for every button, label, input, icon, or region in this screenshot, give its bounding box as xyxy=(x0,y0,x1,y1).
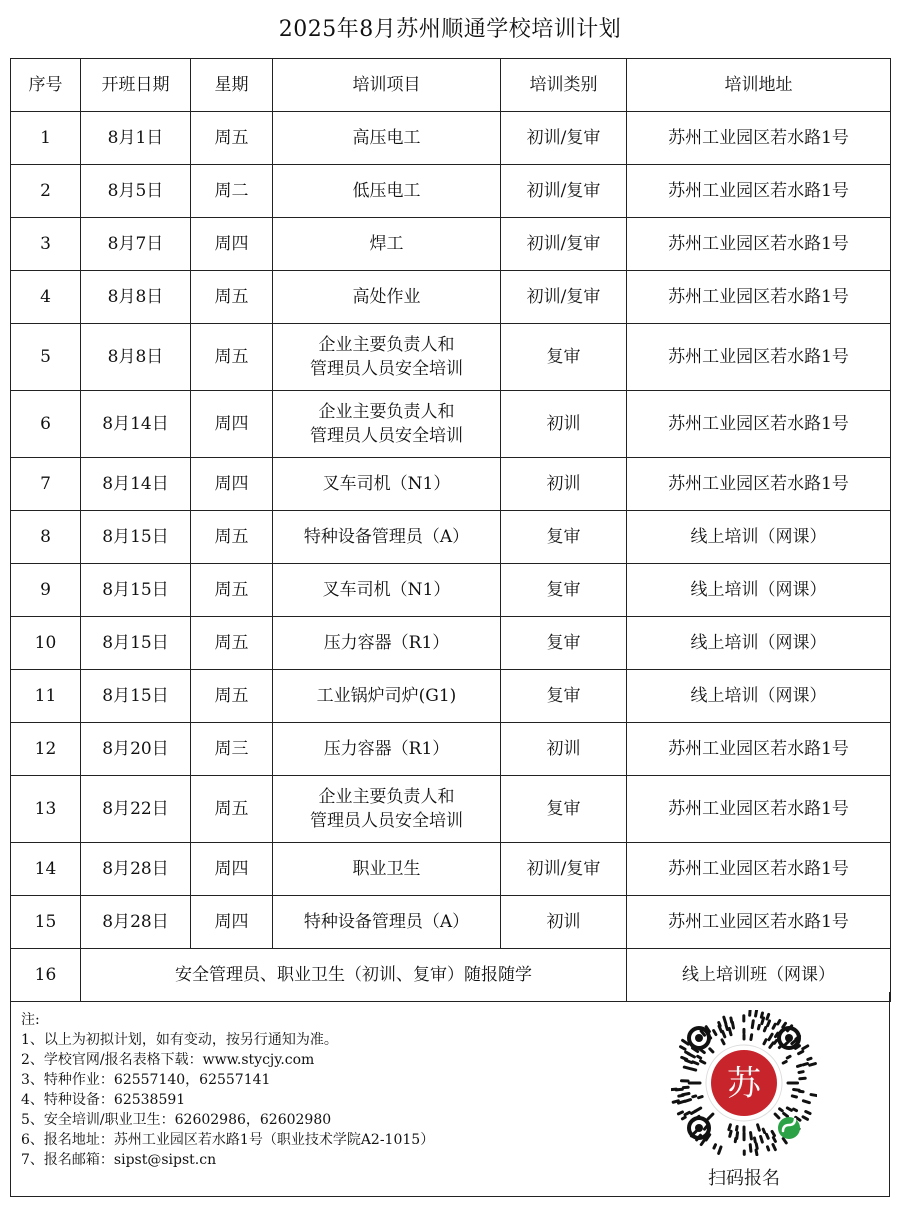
qr-dash xyxy=(724,1017,726,1024)
qr-dash xyxy=(811,1095,817,1096)
course-line: 企业主要负责人和 xyxy=(318,402,455,422)
cell-course xyxy=(273,564,501,617)
qr-dash xyxy=(785,1041,789,1044)
qr-dash xyxy=(681,1047,685,1050)
cell-weekday: 周五 xyxy=(191,112,273,165)
cell-category: 复审 xyxy=(501,324,627,391)
header-date: 开班日期 xyxy=(81,59,191,112)
cell-date: 8月28日 xyxy=(81,843,191,896)
cell-course xyxy=(273,218,501,271)
qr-finder-dot xyxy=(695,1124,703,1132)
cell-date: 8月22日 xyxy=(81,776,191,843)
course-line: 特种设备管理员（A） xyxy=(303,527,470,547)
cell-address: 苏州工业园区若水路1号 xyxy=(627,165,891,218)
cell-address: 线上培训（网课） xyxy=(627,670,891,723)
qr-dash xyxy=(691,1111,695,1113)
cell-course xyxy=(273,617,501,670)
course-line: 低压电工 xyxy=(352,181,421,201)
table-row xyxy=(11,218,891,271)
qr-dash xyxy=(783,1139,786,1143)
notes-list xyxy=(21,1010,434,1170)
qr-dash xyxy=(719,1147,721,1153)
table-row xyxy=(11,776,891,843)
note-line: 4、特种设备：62538591 xyxy=(21,1092,186,1108)
qr-dash xyxy=(787,1108,791,1110)
table-row xyxy=(11,271,891,324)
qr-dash xyxy=(769,1034,772,1039)
cell-category: 初训/复审 xyxy=(501,218,627,271)
cell-address: 线上培训班（网课） xyxy=(627,949,891,1002)
cell-weekday: 周四 xyxy=(191,843,273,896)
qr-dash xyxy=(803,1046,808,1049)
qr-dash xyxy=(767,1014,769,1019)
table-row xyxy=(11,564,891,617)
qr-dash xyxy=(758,1125,760,1130)
cell-date: 8月20日 xyxy=(81,723,191,776)
course-line: 压力容器（R1） xyxy=(323,739,450,759)
qr-dash xyxy=(772,1131,774,1135)
qr-dash xyxy=(729,1125,731,1130)
qr-dash xyxy=(685,1112,689,1114)
training-schedule-table xyxy=(10,58,891,1002)
qr-dash xyxy=(780,1109,783,1111)
qr-dash xyxy=(730,1131,731,1136)
qr-dash xyxy=(714,1031,716,1035)
qr-dash xyxy=(755,1138,756,1142)
cell-category: 复审 xyxy=(501,564,627,617)
cell-course xyxy=(273,458,501,511)
cell-weekday: 周五 xyxy=(191,776,273,843)
qr-dash xyxy=(719,1023,720,1026)
course-line: 特种设备管理员（A） xyxy=(303,912,470,932)
qr-dash xyxy=(783,1023,786,1027)
table-row xyxy=(11,617,891,670)
qr-dash xyxy=(803,1101,809,1103)
cell-date: 8月14日 xyxy=(81,458,191,511)
qr-dash xyxy=(731,1018,732,1022)
cell-weekday: 周三 xyxy=(191,723,273,776)
signup-qr-code[interactable] xyxy=(671,1010,817,1156)
page-title: 2025年8月苏州顺通学校培训计划 xyxy=(278,17,622,42)
cell-address: 线上培训（网课） xyxy=(627,511,891,564)
cell-category: 初训/复审 xyxy=(501,271,627,324)
qr-dash xyxy=(693,1062,698,1064)
cell-weekday: 周五 xyxy=(191,324,273,391)
cell-date: 8月28日 xyxy=(81,896,191,949)
course-line: 高压电工 xyxy=(352,128,421,148)
qr-dash xyxy=(764,1027,765,1030)
cell-category: 复审 xyxy=(501,776,627,843)
cell-course xyxy=(273,112,501,165)
qr-finder-dot xyxy=(785,1034,793,1042)
note-line: 3、特种作业：62557140，62557141 xyxy=(21,1072,271,1088)
header-course: 培训项目 xyxy=(273,59,501,112)
qr-dash xyxy=(708,1114,713,1119)
qr-dash xyxy=(767,1147,768,1150)
cell-course xyxy=(273,896,501,949)
qr-finder-dot xyxy=(695,1034,703,1042)
qr-dash xyxy=(678,1112,682,1114)
cell-category: 初训 xyxy=(501,391,627,458)
table-row xyxy=(11,843,891,896)
cell-weekday: 周五 xyxy=(191,271,273,324)
cell-course xyxy=(273,776,501,843)
qr-dash xyxy=(756,1150,757,1155)
qr-dash xyxy=(810,1064,816,1066)
qr-dash xyxy=(723,1031,725,1036)
qr-dash xyxy=(750,1145,751,1152)
cell-date: 8月8日 xyxy=(81,271,191,324)
qr-dash xyxy=(710,1049,713,1052)
qr-dash xyxy=(722,1040,724,1044)
cell-date: 8月15日 xyxy=(81,617,191,670)
qr-dash xyxy=(684,1067,690,1068)
qr-caption: 扫码报名 xyxy=(708,1168,780,1189)
cell-course xyxy=(273,391,501,458)
qr-dash xyxy=(701,1061,705,1063)
table-row xyxy=(11,896,891,949)
table-row xyxy=(11,511,891,564)
table-row xyxy=(11,165,891,218)
cell-date: 8月8日 xyxy=(81,324,191,391)
qr-dash xyxy=(726,1025,727,1030)
cell-no: 3 xyxy=(11,218,81,271)
qr-dash xyxy=(775,1114,779,1118)
cell-no: 16 xyxy=(11,949,81,1002)
cell-no: 10 xyxy=(11,617,81,670)
table-row xyxy=(11,391,891,458)
qr-dash xyxy=(698,1056,701,1058)
cell-address: 苏州工业园区若水路1号 xyxy=(627,458,891,511)
qr-dash xyxy=(756,1010,757,1016)
course-line: 管理员人员安全培训 xyxy=(310,426,463,446)
qr-dash xyxy=(768,1021,770,1026)
cell-weekday: 周四 xyxy=(191,458,273,511)
cell-address: 线上培训（网课） xyxy=(627,617,891,670)
cell-address: 苏州工业园区若水路1号 xyxy=(627,776,891,843)
qr-dash xyxy=(729,1028,731,1034)
cell-course xyxy=(273,324,501,391)
qr-dash xyxy=(803,1117,807,1120)
note-line: 1、以上为初拟计划，如有变动，按另行通知为准。 xyxy=(21,1032,338,1048)
table-header-row xyxy=(11,59,891,112)
cell-address: 苏州工业园区若水路1号 xyxy=(627,324,891,391)
qr-dash xyxy=(803,1064,807,1065)
course-line: 高处作业 xyxy=(352,287,421,307)
cell-address: 苏州工业园区若水路1号 xyxy=(627,112,891,165)
qr-dash xyxy=(671,1089,676,1090)
cell-weekday: 周二 xyxy=(191,165,273,218)
cell-category: 初训 xyxy=(501,458,627,511)
cell-date: 8月15日 xyxy=(81,564,191,617)
qr-dash xyxy=(751,1035,752,1040)
cell-category: 初训 xyxy=(501,723,627,776)
qr-dash xyxy=(766,1134,768,1138)
course-line: 压力容器（R1） xyxy=(323,633,450,653)
course-line: 叉车司机（N1） xyxy=(322,580,451,600)
qr-dash xyxy=(682,1117,685,1119)
cell-address: 苏州工业园区若水路1号 xyxy=(627,271,891,324)
cell-category: 复审 xyxy=(501,617,627,670)
cell-no: 12 xyxy=(11,723,81,776)
cell-course xyxy=(273,271,501,324)
cell-address: 线上培训（网课） xyxy=(627,564,891,617)
qr-dash xyxy=(773,1138,775,1142)
school-logo-glyph: 苏 xyxy=(727,1064,761,1104)
cell-category: 初训/复审 xyxy=(501,112,627,165)
cell-no: 6 xyxy=(11,391,81,458)
header-category: 培训类别 xyxy=(501,59,627,112)
qr-dash xyxy=(686,1052,690,1054)
qr-dash xyxy=(783,1061,786,1063)
table-row xyxy=(11,112,891,165)
table-row xyxy=(11,458,891,511)
cell-course xyxy=(273,165,501,218)
cell-category: 初训 xyxy=(501,896,627,949)
cell-weekday: 周五 xyxy=(191,564,273,617)
qr-dash xyxy=(683,1040,689,1044)
qr-dash xyxy=(758,1025,759,1028)
cell-weekday: 周五 xyxy=(191,511,273,564)
qr-dash xyxy=(797,1065,801,1066)
qr-dash xyxy=(691,1069,696,1070)
cell-no: 8 xyxy=(11,511,81,564)
qr-dash xyxy=(787,1056,790,1058)
qr-dash xyxy=(714,1145,716,1148)
header-weekday: 星期 xyxy=(191,59,273,112)
cell-category: 初训/复审 xyxy=(501,165,627,218)
cell-date: 8月5日 xyxy=(81,165,191,218)
qr-dash xyxy=(794,1109,797,1111)
qr-dash xyxy=(701,1139,705,1145)
qr-dash xyxy=(761,1013,762,1017)
cell-date: 8月15日 xyxy=(81,670,191,723)
course-line: 叉车司机（N1） xyxy=(322,474,451,494)
qr-dash xyxy=(773,1145,775,1150)
cell-no: 4 xyxy=(11,271,81,324)
cell-address: 苏州工业园区若水路1号 xyxy=(627,218,891,271)
cell-no: 11 xyxy=(11,670,81,723)
cell-date: 8月1日 xyxy=(81,112,191,165)
qr-dash xyxy=(693,1096,696,1097)
qr-dash xyxy=(799,1072,803,1073)
cell-course xyxy=(273,843,501,896)
cell-category: 复审 xyxy=(501,511,627,564)
qr-dash xyxy=(784,1113,788,1116)
header-no: 序号 xyxy=(11,59,81,112)
cell-no: 1 xyxy=(11,112,81,165)
note-line: 5、安全培训/职业卫生：62602986，62602980 xyxy=(21,1112,332,1128)
qr-dash xyxy=(679,1095,683,1096)
cell-no: 7 xyxy=(11,458,81,511)
course-line: 职业卫生 xyxy=(352,859,421,879)
table-row xyxy=(11,723,891,776)
cell-address: 苏州工业园区若水路1号 xyxy=(627,843,891,896)
qr-dash xyxy=(794,1089,800,1090)
qr-dash xyxy=(808,1058,811,1059)
course-line: 管理员人员安全培训 xyxy=(310,811,463,831)
qr-dash xyxy=(699,1097,703,1098)
course-line: 企业主要负责人和 xyxy=(318,787,455,807)
cell-weekday: 周五 xyxy=(191,670,273,723)
qr-dash xyxy=(774,1040,776,1043)
note-line: 6、报名地址：苏州工业园区若水路1号（职业技术学院A2-1015） xyxy=(21,1132,435,1148)
cell-weekday: 周四 xyxy=(191,218,273,271)
qr-dash xyxy=(778,1020,780,1023)
qr-dash xyxy=(806,1112,810,1114)
cell-course xyxy=(273,670,501,723)
cell-date: 8月14日 xyxy=(81,391,191,458)
qr-dash xyxy=(799,1091,803,1092)
qr-dash xyxy=(773,1024,775,1028)
qr-dash xyxy=(756,1144,757,1149)
notes-heading: 注: xyxy=(21,1012,40,1028)
course-line: 企业主要负责人和 xyxy=(318,335,455,355)
cell-address: 苏州工业园区若水路1号 xyxy=(627,896,891,949)
qr-dash xyxy=(682,1057,687,1059)
qr-dash xyxy=(799,1051,803,1053)
cell-course xyxy=(273,723,501,776)
cell-category: 复审 xyxy=(501,670,627,723)
cell-date: 8月7日 xyxy=(81,218,191,271)
qr-dash xyxy=(762,1018,764,1024)
qr-dash xyxy=(763,1129,764,1132)
cell-no: 13 xyxy=(11,776,81,843)
course-line: 工业锅炉司炉(G1) xyxy=(316,686,457,706)
cell-weekday: 周四 xyxy=(191,391,273,458)
cell-course-merged: 安全管理员、职业卫生（初训、复审）随报随学 xyxy=(81,949,627,1002)
course-line: 管理员人员安全培训 xyxy=(310,359,463,379)
table-row xyxy=(11,670,891,723)
qr-dash xyxy=(752,1021,753,1028)
cell-no: 5 xyxy=(11,324,81,391)
qr-dash xyxy=(761,1136,763,1142)
cell-no: 15 xyxy=(11,896,81,949)
mini-program-badge-icon xyxy=(778,1117,800,1139)
qr-dash xyxy=(751,1133,752,1139)
cell-address: 苏州工业园区若水路1号 xyxy=(627,391,891,458)
cell-course xyxy=(273,511,501,564)
table-row xyxy=(11,324,891,391)
course-line: 焊工 xyxy=(369,234,404,254)
cell-category: 初训/复审 xyxy=(501,843,627,896)
note-line: 7、报名邮箱：sipst@sipst.cn xyxy=(21,1152,217,1168)
cell-weekday: 周五 xyxy=(191,617,273,670)
cell-no: 14 xyxy=(11,843,81,896)
cell-address: 苏州工业园区若水路1号 xyxy=(627,723,891,776)
qr-dash xyxy=(770,1043,773,1048)
cell-no: 9 xyxy=(11,564,81,617)
header-address: 培训地址 xyxy=(627,59,891,112)
cell-date: 8月15日 xyxy=(81,511,191,564)
notes-section xyxy=(10,992,890,1197)
note-line: 2、学校官网/报名表格下载：www.stycjy.com xyxy=(21,1052,315,1068)
cell-no: 2 xyxy=(11,165,81,218)
qr-dash xyxy=(792,1096,796,1097)
qr-dash xyxy=(737,1126,738,1130)
cell-weekday: 周四 xyxy=(191,896,273,949)
qr-dash xyxy=(764,1040,766,1044)
qr-dash xyxy=(673,1101,678,1102)
